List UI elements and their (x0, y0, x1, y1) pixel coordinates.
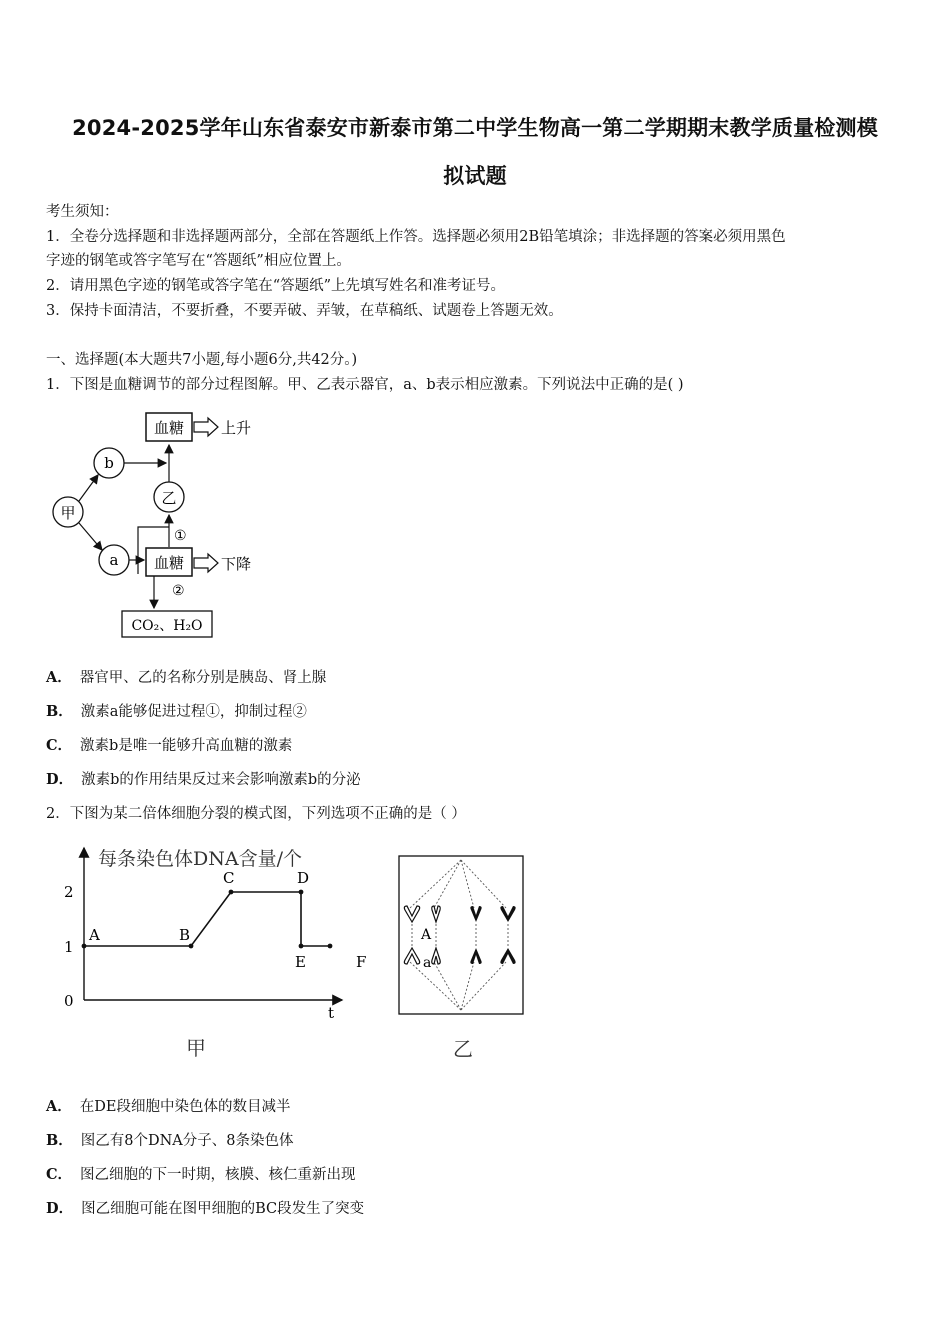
q2-option-c[interactable] (46, 1165, 356, 1185)
graph-caption-jia: 甲 (186, 1036, 206, 1060)
option-text: 在DE段细胞中染色体的数目减半 (79, 1099, 291, 1115)
graph-point-c (229, 890, 234, 895)
option-letter: D． (46, 771, 74, 788)
fall-hollow-arrow (194, 554, 218, 572)
graph-point-label-d: D (297, 869, 310, 887)
organ-jia-label: 甲 (60, 504, 76, 522)
rise-hollow-arrow (194, 418, 218, 436)
option-text: 器官甲、乙的名称分别是胰岛、肾上腺 (79, 670, 327, 686)
graph-point-d (299, 890, 304, 895)
option-text: 激素b的作用结果反过来会影响激素b的分泌 (81, 772, 361, 788)
option-text: 激素b是唯一能够升高血糖的激素 (80, 738, 293, 754)
option-letter: D． (46, 1200, 74, 1217)
option-letter: C． (46, 737, 73, 754)
graph-data-line (84, 892, 330, 946)
option-letter: B． (46, 703, 73, 720)
graph-point-f (328, 944, 333, 949)
q1-option-a[interactable] (46, 668, 326, 688)
products-label: CO₂、H₂O (131, 618, 203, 634)
graph-tick-2: 2 (64, 883, 74, 901)
option-text: 图乙有8个DNA分子、8条染色体 (80, 1133, 294, 1149)
option-letter: C． (46, 1166, 73, 1183)
q2-option-a[interactable] (46, 1097, 290, 1117)
section1-heading: 一、选择题(本大题共7小题,每小题6分,共42分。) (46, 352, 358, 368)
option-letter: A． (46, 669, 72, 686)
q2-cell-yi (396, 852, 530, 1064)
process-2-label: ② (172, 583, 185, 599)
notice-item1-line1: 1．全卷分选择题和非选择题两部分，全部在答题纸上作答。选择题必须用2B铅笔填涂；非选择题的答案必须用黑色 (46, 229, 786, 245)
option-letter: A． (46, 1098, 72, 1115)
option-text: 激素a能够促进过程①，抑制过程② (80, 704, 307, 720)
graph-xlabel: t (328, 1004, 335, 1022)
option-text: 图乙细胞可能在图甲细胞的BC段发生了突变 (81, 1201, 365, 1217)
q2-stem: 2．下图为某二倍体细胞分裂的模式图，下列选项不正确的是（ ） (46, 806, 466, 822)
notice-item2: 2．请用黑色字迹的钢笔或答字笔在“答题纸”上先填写姓名和准考证号。 (46, 278, 506, 294)
hormone-b-label: b (104, 454, 114, 472)
page-title-line2: 拟试题 (443, 164, 507, 188)
q1-option-d[interactable] (46, 770, 361, 790)
graph-point-label-a: A (89, 926, 100, 944)
graph-point-label-f: F (356, 953, 367, 971)
graph-point-label-e: E (295, 953, 306, 971)
q1-stem: 1．下图是血糖调节的部分过程图解。甲、乙表示器官，a、b表示相应激素。下列说法中正确的是( ) (46, 377, 684, 393)
graph-point-label-c: C (223, 869, 235, 887)
q2-graph-jia (46, 840, 367, 1070)
q1-diagram (46, 410, 276, 642)
notice-heading: 考生须知： (46, 204, 119, 220)
graph-tick-0: 0 (64, 992, 74, 1010)
q2-option-d[interactable] (46, 1199, 364, 1219)
organ-yi-label: 乙 (161, 489, 177, 507)
graph-point-b (189, 944, 194, 949)
option-letter: B． (46, 1132, 73, 1149)
process-1-label: ① (174, 528, 187, 544)
chromosomes-bottom (404, 948, 515, 964)
chromosomes-top (404, 906, 515, 922)
cell-boundary (399, 856, 523, 1014)
q1-option-b[interactable] (46, 702, 307, 722)
fall-label: 下降 (221, 555, 252, 573)
blood-sugar-label-top: 血糖 (153, 419, 185, 437)
cell-label-big-a: A (421, 927, 432, 943)
cell-label-small-a: a (423, 955, 432, 971)
notice-item3: 3．保持卡面清洁，不要折叠，不要弄破、弄皱，在草稿纸、试题卷上答题无效。 (46, 303, 563, 319)
graph-point-label-b: B (179, 926, 191, 944)
q1-option-c[interactable] (46, 736, 292, 756)
graph-point-e (299, 944, 304, 949)
graph-ylabel: 每条染色体DNA含量/个 (98, 848, 302, 870)
q2-option-b[interactable] (46, 1131, 294, 1151)
notice-item1-line2: 字迹的钢笔或答字笔写在“答题纸”相应位置上。 (46, 253, 351, 269)
page-title-line1: 2024-2025学年山东省泰安市新泰市第二中学生物高一第二学期期末教学质量检测模 (72, 116, 878, 140)
option-text: 图乙细胞的下一时期，核膜、核仁重新出现 (80, 1167, 356, 1183)
blood-sugar-label-middle: 血糖 (153, 554, 185, 572)
rise-label: 上升 (221, 419, 252, 437)
hormone-a-label: a (109, 551, 119, 569)
graph-point-a (82, 944, 87, 949)
cell-caption-yi: 乙 (453, 1037, 473, 1061)
graph-tick-1: 1 (64, 938, 74, 956)
